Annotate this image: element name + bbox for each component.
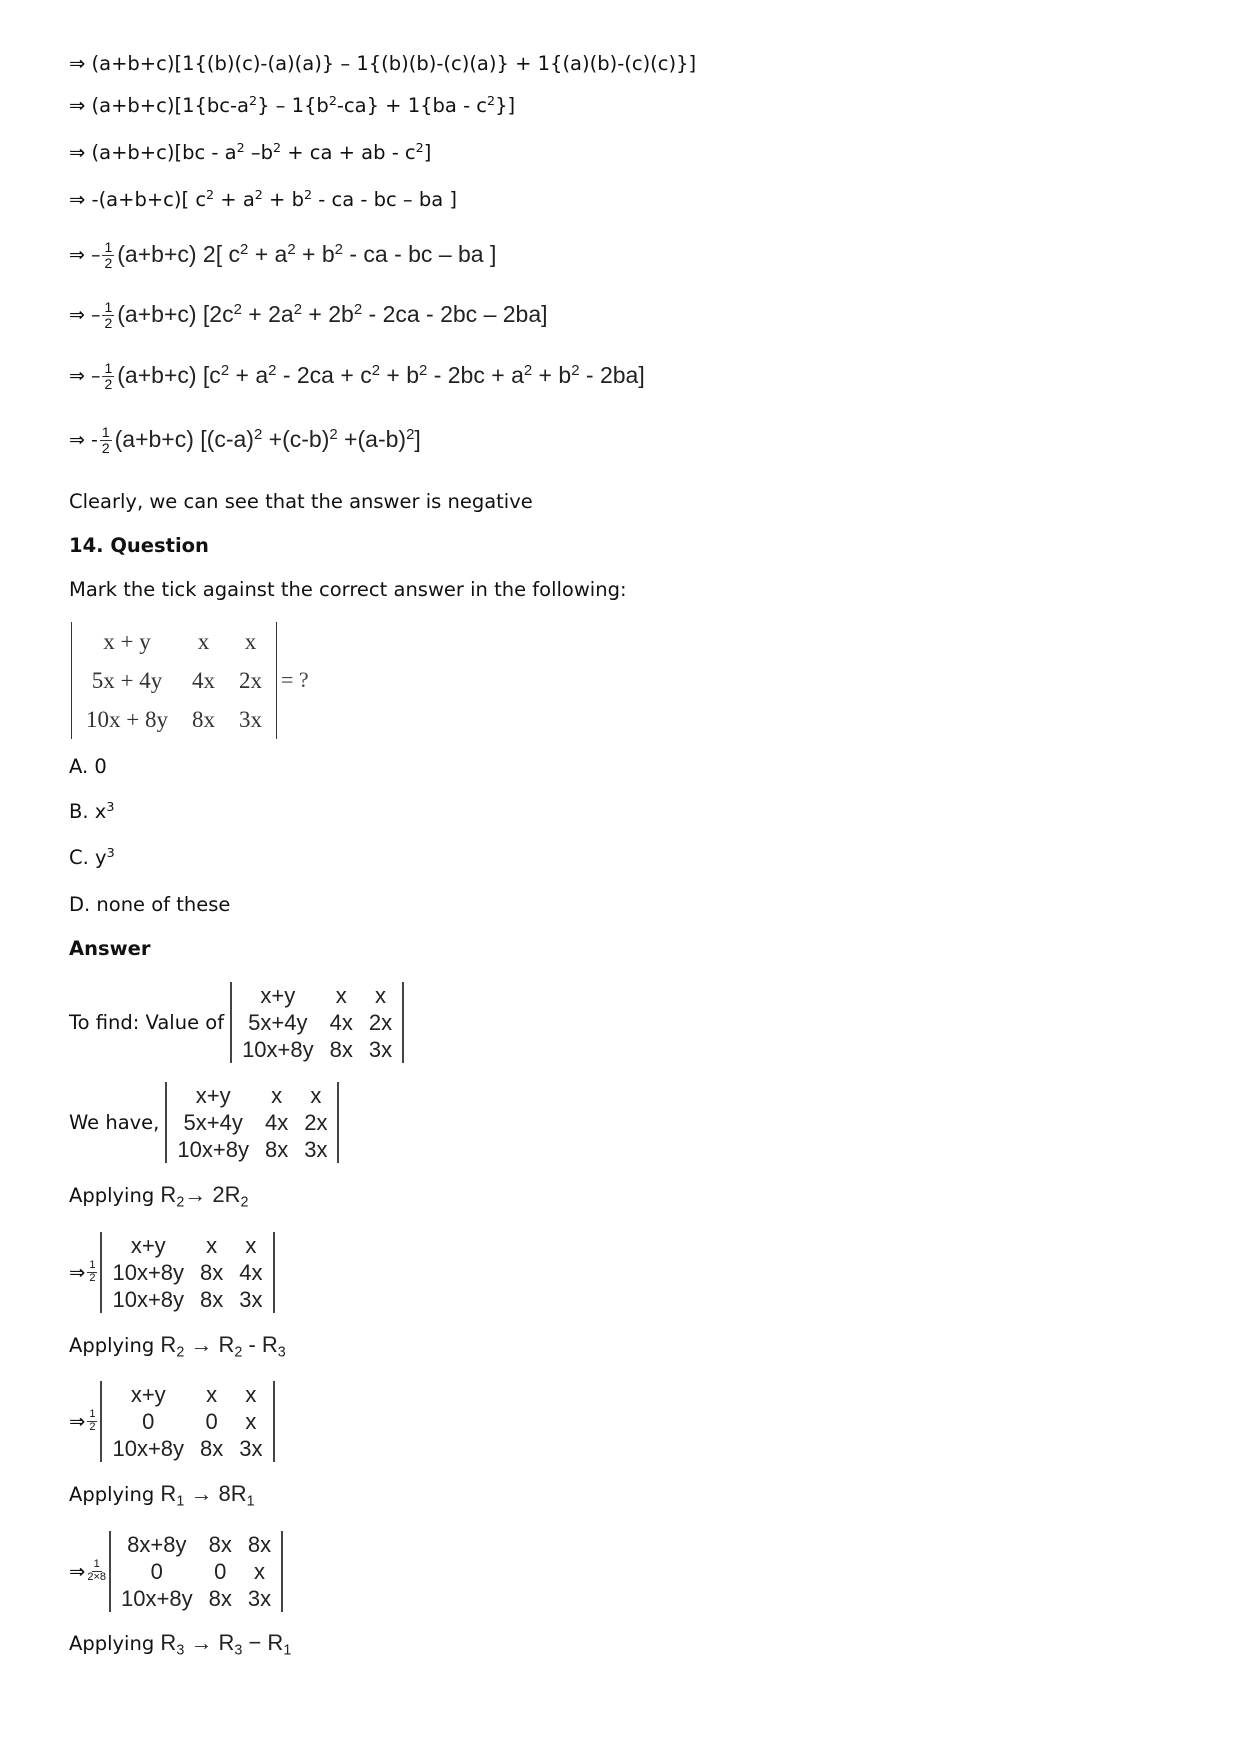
exponent: 2: [220, 362, 230, 380]
step-text: + a: [214, 188, 255, 211]
fraction-half: [100, 425, 112, 455]
denominator: 2: [104, 254, 113, 271]
step-text: (a+b+c) [c: [117, 362, 221, 389]
applying-label: Applying: [69, 1184, 155, 1207]
cell: 4x: [264, 1110, 289, 1135]
cell: x: [310, 1083, 322, 1108]
step-apply-r3-minus-r1: [69, 1630, 292, 1659]
fraction-half: [87, 1260, 97, 1284]
option-b[interactable]: [69, 800, 114, 823]
step-text: + b: [262, 188, 304, 211]
cell: 5x+4y: [183, 1110, 243, 1135]
cell: 0: [142, 1409, 155, 1434]
exponent: 2: [329, 426, 338, 444]
numerator: 1: [104, 239, 113, 255]
step-text: +(a-b): [337, 426, 407, 453]
cell: 0: [205, 1409, 218, 1434]
row-operation: [160, 1332, 286, 1361]
numerator: 1: [104, 360, 113, 376]
exponent: 3: [106, 799, 115, 815]
cell: 10x+8y: [112, 1287, 185, 1312]
cell: 5x+4y: [248, 1010, 308, 1035]
cell: 4x: [239, 1260, 263, 1285]
step-text: + b: [532, 362, 572, 389]
cell: 10x+8y: [177, 1137, 249, 1162]
we-have-determinant: [165, 1082, 339, 1163]
step-apply-r1-8r1: [69, 1481, 255, 1510]
row-symbol: R: [160, 1630, 177, 1655]
determinant-grid: [234, 982, 400, 1063]
determinant: [100, 1232, 274, 1313]
determinant-grid: [104, 1232, 270, 1313]
subscript: 2: [240, 1194, 249, 1211]
cell: 8x: [200, 1436, 224, 1461]
step-text: - 2ba]: [579, 362, 645, 389]
exponent: 2: [268, 362, 277, 380]
cell: 3x: [368, 1037, 393, 1062]
to-find-line: [69, 982, 404, 1063]
option-a[interactable]: [69, 755, 107, 778]
step-text: - ca - bc – ba ]: [312, 188, 457, 211]
cell: x + y: [103, 629, 151, 654]
cell: x: [245, 1382, 257, 1407]
cell: 5x + 4y: [91, 668, 163, 693]
denominator: 2: [104, 314, 113, 331]
determinant: [109, 1531, 283, 1612]
exponent: 2: [523, 362, 533, 380]
to-find-determinant: [230, 982, 404, 1063]
cell: 8x+8y: [127, 1532, 187, 1557]
cell: 2x: [368, 1010, 393, 1035]
numerator: 1: [93, 1558, 100, 1571]
question-determinant: [71, 622, 277, 739]
solution-step-1: [69, 52, 696, 75]
cell: x+y: [260, 983, 296, 1008]
subscript: 2: [234, 1344, 243, 1361]
exponent: 2: [571, 362, 580, 380]
cell: x: [244, 629, 257, 654]
step-text: –b: [244, 141, 273, 164]
cell: 8x: [200, 1287, 224, 1312]
determinant-step-1: [69, 1232, 275, 1313]
exponent: 2: [487, 93, 496, 109]
step-text: ⇒ (a+b+c)[bc - a: [69, 141, 237, 164]
step-text: + ca + ab - c: [281, 141, 416, 164]
denominator: 2: [89, 1272, 96, 1284]
exponent: 2: [334, 241, 343, 259]
numerator: 1: [101, 424, 110, 440]
subscript: 1: [283, 1642, 292, 1659]
subscript: 2: [176, 1194, 185, 1211]
denominator: 2: [89, 1421, 96, 1433]
operation-text: − R: [242, 1630, 284, 1655]
answer-heading: Answer: [69, 937, 151, 960]
step-text: - 2ca + c: [276, 362, 372, 389]
row-operation: [160, 1481, 255, 1510]
exponent: 2: [287, 241, 296, 259]
step-apply-r2-2r2: [69, 1182, 249, 1211]
step-text: + a: [229, 362, 269, 389]
step-text: +(c-b): [262, 426, 330, 453]
fraction-half: [102, 361, 114, 391]
solution-step-5: [69, 240, 496, 270]
cell: 2x: [304, 1110, 328, 1135]
cell: x: [375, 983, 386, 1008]
solution-step-7: [69, 361, 645, 391]
cell: 8x: [200, 1260, 224, 1285]
row-symbol: R: [160, 1481, 177, 1506]
subscript: 1: [176, 1493, 185, 1510]
subscript: 3: [277, 1344, 286, 1361]
we-have-label: We have,: [69, 1110, 160, 1134]
cell: 3x: [304, 1137, 328, 1162]
step-text: + 2a: [241, 301, 294, 328]
step-text: ]: [423, 141, 432, 164]
step-text: - 2ca - 2bc – 2ba]: [362, 301, 548, 328]
subscript: 3: [176, 1642, 185, 1659]
cell: 3x: [239, 1436, 263, 1461]
row-operation: [160, 1630, 292, 1659]
exponent: 2: [233, 301, 242, 319]
cell: 8x: [208, 1586, 232, 1611]
step-text: + 2b: [302, 301, 354, 328]
implies-arrow: ⇒: [69, 1260, 86, 1284]
exponent: 2: [236, 140, 245, 156]
option-label: A. 0: [69, 755, 107, 778]
denominator: 2: [101, 439, 110, 456]
fraction-half: [87, 1409, 97, 1433]
cell: x: [271, 1083, 283, 1108]
option-label: D. none of these: [69, 893, 231, 916]
applying-label: Applying: [69, 1483, 155, 1506]
cell: 8x: [329, 1037, 353, 1062]
cell: 8x: [247, 1532, 272, 1557]
cell: 8x: [264, 1137, 289, 1162]
numerator: 1: [104, 299, 113, 315]
exponent: 2: [249, 93, 258, 109]
subscript: 1: [246, 1493, 255, 1510]
exponent: 2: [415, 140, 424, 156]
cell: 10x+8y: [242, 1037, 314, 1062]
cell: 3x: [247, 1586, 272, 1611]
step-text: ⇒ (a+b+c)[1{(b)(c)-(a)(a)} – 1{(b)(b)-(c)(a)} + 1{(a)(b)-(c)(c)}]: [69, 52, 697, 75]
cell: x: [206, 1382, 218, 1407]
equals-question: = ?: [280, 667, 309, 693]
cell: x+y: [130, 1233, 166, 1258]
step-text: + b: [380, 362, 420, 389]
numerator: 1: [89, 1259, 96, 1272]
cell: x: [245, 1233, 257, 1258]
determinant-grid: [104, 1381, 270, 1462]
step-text: + b: [295, 241, 335, 268]
determinant-grid: [74, 622, 274, 739]
solution-step-6: [69, 300, 548, 330]
step-expression: [117, 362, 644, 390]
cell: 10x + 8y: [86, 707, 168, 732]
question-determinant-block: [71, 622, 309, 739]
step-text: ]: [414, 426, 421, 453]
implies-arrow: ⇒ -: [69, 428, 98, 451]
operation-text: → R: [184, 1332, 235, 1357]
option-label: C. y: [69, 846, 107, 869]
determinant-step-2: [69, 1381, 275, 1462]
exponent: 2: [293, 301, 303, 319]
step-apply-r2-minus-r3: [69, 1332, 286, 1361]
operation-text: → 8R: [184, 1481, 247, 1506]
exponent: 2: [272, 140, 282, 156]
we-have-line: [69, 1082, 339, 1163]
applying-label: Applying: [69, 1334, 155, 1357]
cell: x+y: [195, 1083, 231, 1108]
cell: x+y: [130, 1382, 166, 1407]
determinant-grid: [169, 1082, 335, 1163]
step-text: (a+b+c) [(c-a): [114, 426, 254, 453]
cell: x: [197, 629, 210, 654]
cell: 4x: [329, 1010, 353, 1035]
step-text: }]: [495, 94, 516, 117]
step-text: -ca} + 1{ba - c: [336, 94, 488, 117]
solution-step-8: [69, 425, 421, 455]
exponent: 2: [406, 426, 415, 444]
exponent: 2: [206, 187, 215, 203]
step-text: - 2bc + a: [427, 362, 524, 389]
denominator: 2: [104, 375, 113, 392]
cell: 3x: [238, 707, 262, 732]
step-text: (a+b+c) [2c: [117, 301, 234, 328]
question-heading: 14. Question: [69, 534, 209, 557]
operation-text: → R: [184, 1630, 235, 1655]
fraction-half: [102, 300, 114, 330]
exponent: 3: [106, 845, 115, 861]
step-expression: [117, 241, 496, 269]
question-prompt: Mark the tick against the correct answer in the following:: [69, 578, 627, 601]
cell: x: [206, 1233, 218, 1258]
row-symbol: R: [160, 1332, 177, 1357]
solution-step-3: [69, 141, 431, 164]
fraction-one-over-16: [87, 1559, 106, 1583]
cell: 3x: [239, 1287, 263, 1312]
exponent: 2: [240, 241, 249, 259]
step-text: ⇒ -(a+b+c)[ c: [69, 188, 207, 211]
operation-text: - R: [242, 1332, 278, 1357]
cell: x: [253, 1559, 265, 1584]
step-expression: [117, 301, 547, 329]
determinant-grid: [113, 1531, 279, 1612]
step-text: ⇒ (a+b+c)[1{bc-a: [69, 94, 249, 117]
cell: 10x+8y: [112, 1436, 185, 1461]
cell: 2x: [238, 668, 262, 693]
numerator: 1: [89, 1408, 96, 1421]
step-text: + a: [248, 241, 288, 268]
exponent: 2: [328, 93, 337, 109]
step-text: (a+b+c) 2[ c: [117, 241, 240, 268]
to-find-label: To find: Value of: [69, 1010, 225, 1034]
cell: 8x: [191, 707, 215, 732]
applying-label: Applying: [69, 1632, 155, 1655]
cell: x: [335, 983, 347, 1008]
cell: x: [245, 1409, 257, 1434]
cell: 10x+8y: [121, 1586, 193, 1611]
conclusion-text: Clearly, we can see that the answer is negative: [69, 490, 533, 513]
step-expression: [115, 426, 421, 454]
solution-step-2: [69, 94, 515, 117]
denominator: 2×8: [87, 1571, 107, 1583]
solution-step-4: [69, 188, 457, 211]
cell: 0: [150, 1559, 163, 1584]
implies-arrow: ⇒ –: [69, 364, 101, 387]
exponent: 2: [253, 426, 263, 444]
exponent: 2: [371, 362, 380, 380]
determinant: [100, 1381, 274, 1462]
implies-arrow: ⇒: [69, 1409, 86, 1433]
subscript: 3: [234, 1642, 243, 1659]
exponent: 2: [419, 362, 428, 380]
step-text: - ca - bc – ba ]: [342, 241, 497, 268]
exponent: 2: [254, 187, 263, 203]
option-label: B. x: [69, 800, 107, 823]
implies-arrow: ⇒: [69, 1559, 86, 1583]
row-operation: [160, 1182, 249, 1211]
determinant-step-3: [69, 1531, 283, 1612]
cell: 0: [214, 1559, 227, 1584]
option-d[interactable]: [69, 893, 230, 916]
subscript: 2: [176, 1344, 185, 1361]
cell: 10x+8y: [112, 1260, 185, 1285]
implies-arrow: ⇒ –: [69, 243, 101, 266]
fraction-half: [102, 240, 114, 270]
option-c[interactable]: [69, 846, 115, 869]
implies-arrow: ⇒ –: [69, 303, 101, 326]
exponent: 2: [353, 301, 363, 319]
operation-text: → 2R: [184, 1182, 241, 1207]
step-text: } – 1{b: [257, 94, 329, 117]
cell: 4x: [191, 668, 215, 693]
cell: 8x: [208, 1532, 232, 1557]
exponent: 2: [303, 187, 313, 203]
row-symbol: R: [160, 1182, 177, 1207]
